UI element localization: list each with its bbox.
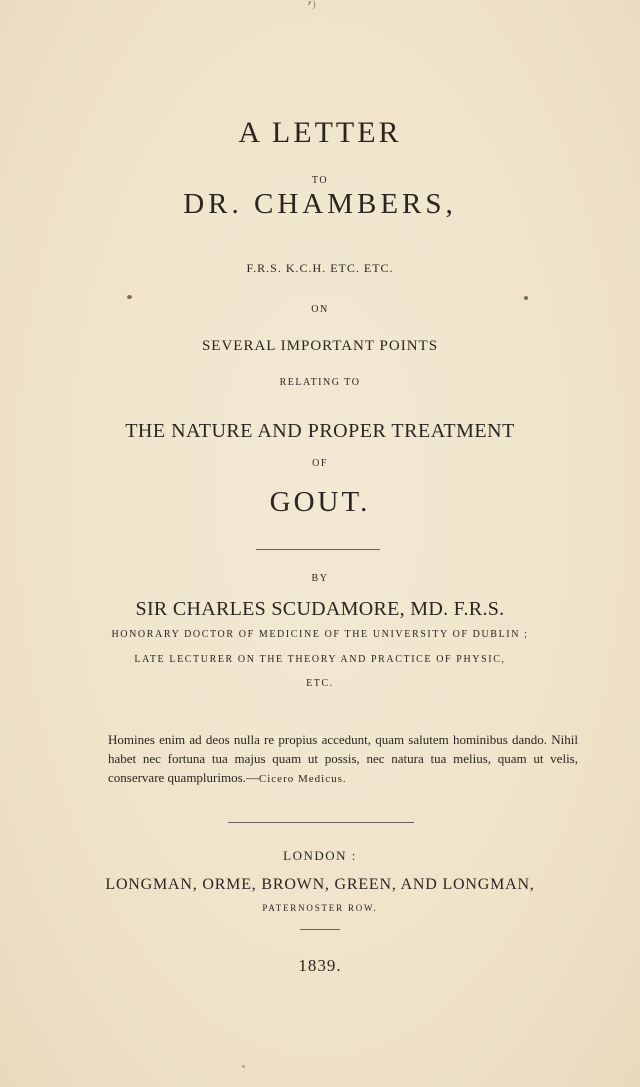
- of-label: OF: [312, 458, 328, 469]
- foxing-spot: [127, 295, 132, 299]
- credential-line: ETC.: [306, 678, 334, 689]
- to-label: TO: [311, 175, 329, 186]
- publisher-name: LONGMAN, ORME, BROWN, GREEN, AND LONGMAN,: [105, 876, 535, 893]
- relating-label: RELATING TO: [279, 377, 361, 388]
- page-title: A LETTER: [238, 116, 402, 149]
- by-label: BY: [311, 573, 329, 584]
- publication-year: 1839.: [298, 956, 342, 975]
- epigraph-text: Homines enim ad deos nulla re propius accedunt, quam salutem hominibus dando. Nihil habet nec fortuna tua majus quam ut possis, nec natura tua melius, quam ut velis, conservare quamplurimos.—: [108, 732, 578, 785]
- disease-title: GOUT.: [269, 486, 371, 518]
- credential-line: HONORARY DOCTOR OF MEDICINE OF THE UNIVERSITY OF DUBLIN ;: [111, 629, 529, 640]
- subject-line: SEVERAL IMPORTANT POINTS: [201, 338, 439, 354]
- addressee: DR. CHAMBERS,: [183, 188, 457, 220]
- topic-line: THE NATURE AND PROPER TREATMENT: [125, 420, 515, 442]
- foxing-spot: [524, 296, 528, 300]
- imprint-place: LONDON :: [283, 848, 357, 863]
- on-label: ON: [311, 304, 329, 315]
- author-name: SIR CHARLES SCUDAMORE, MD. F.R.S.: [135, 598, 505, 620]
- epigraph-source: Cicero Medicus.: [258, 773, 347, 785]
- rule-divider: [228, 822, 414, 823]
- rule-divider: [256, 549, 380, 550]
- credential-line: LATE LECTURER ON THE THEORY AND PRACTICE OF PHYSIC,: [134, 654, 506, 665]
- addressee-honors: F.R.S. K.C.H. ETC. ETC.: [246, 261, 394, 275]
- rule-divider: [300, 929, 340, 930]
- foxing-spot: [242, 1065, 245, 1068]
- epigraph: [108, 730, 578, 789]
- publisher-address: PATERNOSTER ROW.: [262, 903, 378, 913]
- pencil-mark: ʼ⁾: [306, 0, 317, 19]
